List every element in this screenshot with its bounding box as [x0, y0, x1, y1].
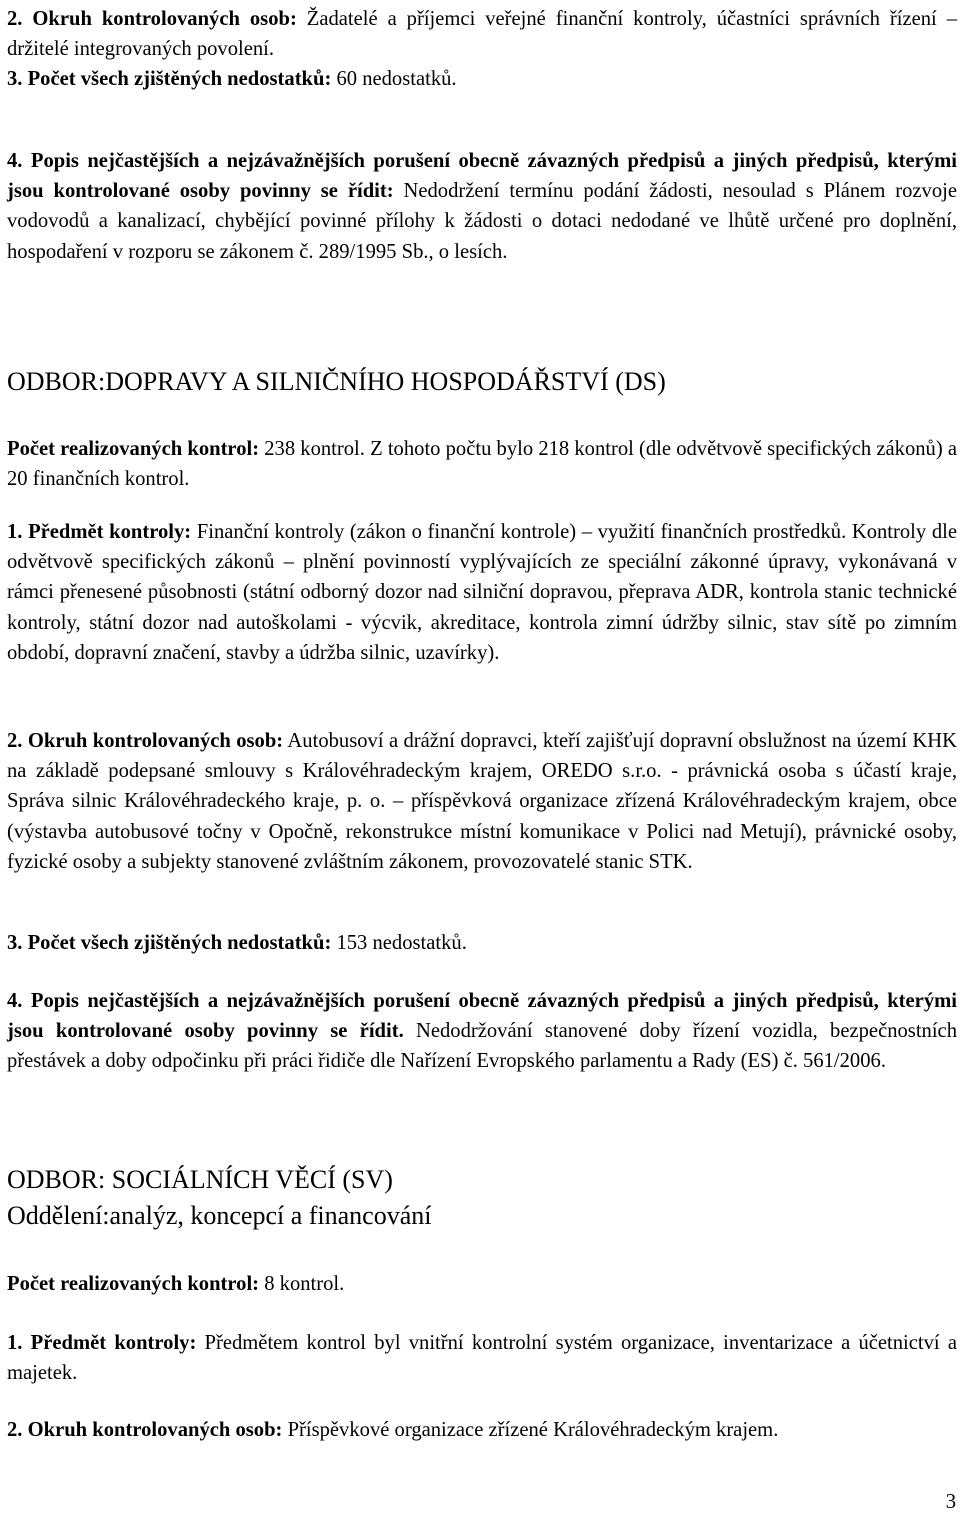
- sv-pocet-kontrol-paragraph: [7, 1269, 957, 1299]
- ds-pocet-text: 153 nedostatků.: [331, 932, 467, 954]
- sv-okruh-label: 2. Okruh kontrolovaných osob:: [7, 1419, 283, 1441]
- sv-okruh-text: Příspěvkové organizace zřízené Královéhradeckým krajem.: [282, 1419, 779, 1441]
- page-number: 3: [945, 1491, 956, 1513]
- sv-heading: ODBOR: SOCIÁLNÍCH VĚCÍ (SV): [7, 1165, 393, 1194]
- ds-pocet-label: 3. Počet všech zjištěných nedostatků:: [7, 932, 332, 954]
- ds-okruh-label: 2. Okruh kontrolovaných osob:: [7, 730, 284, 752]
- prev-pocet-paragraph: [7, 64, 957, 94]
- ds-pocet-kontrol-label: Počet realizovaných kontrol:: [7, 438, 260, 460]
- ds-predmet-paragraph: [7, 517, 957, 668]
- ds-popis-paragraph: [7, 986, 957, 1077]
- prev-popis-text: Nedodržení termínu podání žádosti, nesoulad s Plánem rozvoje vodovodů a kanalizací, chybějící povinné přílohy k žádosti o dotaci nedodané ve lhůtě určené pro doplnění, hospodaření v rozporu se zákonem č. 289/1995 Sb., o lesích.: [7, 180, 958, 263]
- prev-okruh-paragraph: [7, 4, 957, 64]
- sv-predmet-label: 1. Předmět kontroly:: [7, 1332, 197, 1354]
- ds-pocet-kontrol-text: 238 kontrol. Z tohoto počtu bylo 218 kontrol (dle odvětvově specifických zákonů) a 20 finančních kontrol.: [7, 438, 957, 491]
- prev-popis-paragraph: [7, 146, 957, 267]
- ds-popis-label: 4. Popis nejčastějších a nejzávažnějších porušení obecně závazných předpisů a jiných předpisů, kterými jsou kontrolované osoby povinny se řídit.: [7, 990, 957, 1043]
- ds-okruh-text: Autobusoví a drážní dopravci, kteří zajišťují dopravní obslužnost na území KHK na základě podepsané smlouvy s Královéhradeckým krajem, OREDO s.r.o. - právnická osoba s účastí kraje, Správa silnic Královéhradeckého kraje, p. o. – příspěvková organizace zřízená Královéhradeckým krajem, obce (výstavba autobusové točny v Opočně, rekonstrukce místní komunikace v Polici nad Metují), právnické osoby, fyzické osoby a subjekty stanovené zvláštním zákonem, provozovatelé stanic STK.: [7, 730, 957, 873]
- sv-subheading: Oddělení:analýz, koncepcí a financování: [7, 1201, 432, 1230]
- prev-okruh-label: 2. Okruh kontrolovaných osob:: [7, 8, 297, 30]
- prev-pocet-label: 3. Počet všech zjištěných nedostatků:: [7, 68, 332, 90]
- sv-pocet-kontrol-label: Počet realizovaných kontrol:: [7, 1273, 260, 1295]
- ds-okruh-paragraph: [7, 726, 957, 877]
- ds-predmet-label: 1. Předmět kontroly:: [7, 521, 192, 543]
- sv-predmet-paragraph: [7, 1328, 957, 1388]
- prev-popis-label: 4. Popis nejčastějších a nejzávažnějších porušení obecně závazných předpisů a jiných předpisů, kterými jsou kontrolované osoby povinny se řídit:: [7, 150, 957, 203]
- sv-okruh-paragraph: [7, 1415, 957, 1445]
- ds-pocet-paragraph: [7, 928, 957, 958]
- ds-popis-text: Nedodržování stanovené doby řízení vozidla, bezpečnostních přestávek a doby odpočinku při práci řidiče dle Nařízení Evropského parlamentu a Rady (ES) č. 561/2006.: [7, 1020, 957, 1073]
- ds-pocet-kontrol-paragraph: [7, 434, 957, 494]
- ds-heading: ODBOR:DOPRAVY A SILNIČNÍHO HOSPODÁŘSTVÍ (DS): [7, 367, 666, 396]
- sv-predmet-text: Předmětem kontrol byl vnitřní kontrolní systém organizace, inventarizace a účetnictví a majetek.: [7, 1332, 957, 1385]
- prev-okruh-text: Žadatelé a příjemci veřejné finanční kontroly, účastníci správních řízení – držitelé integrovaných povolení.: [7, 8, 957, 61]
- prev-pocet-text: 60 nedostatků.: [331, 68, 457, 90]
- sv-pocet-kontrol-text: 8 kontrol.: [259, 1273, 345, 1295]
- ds-predmet-text: Finanční kontroly (zákon o finanční kontrole) – využití finančních prostředků. Kontroly dle odvětvově specifických zákonů – plnění povinností vyplývajících ze speciální zákonné úpravy, vykonávaná v rámci přenesené působnosti (státní odborný dozor nad silniční dopravou, přeprava ADR, kontrola stanic technické kontroly, státní dozor nad autoškolami - výcvik, akreditace, kontrola zimní údržby silnic, stav sítě po zimním období, dopravní značení, stavby a údržba silnic, uzavírky).: [7, 521, 957, 664]
